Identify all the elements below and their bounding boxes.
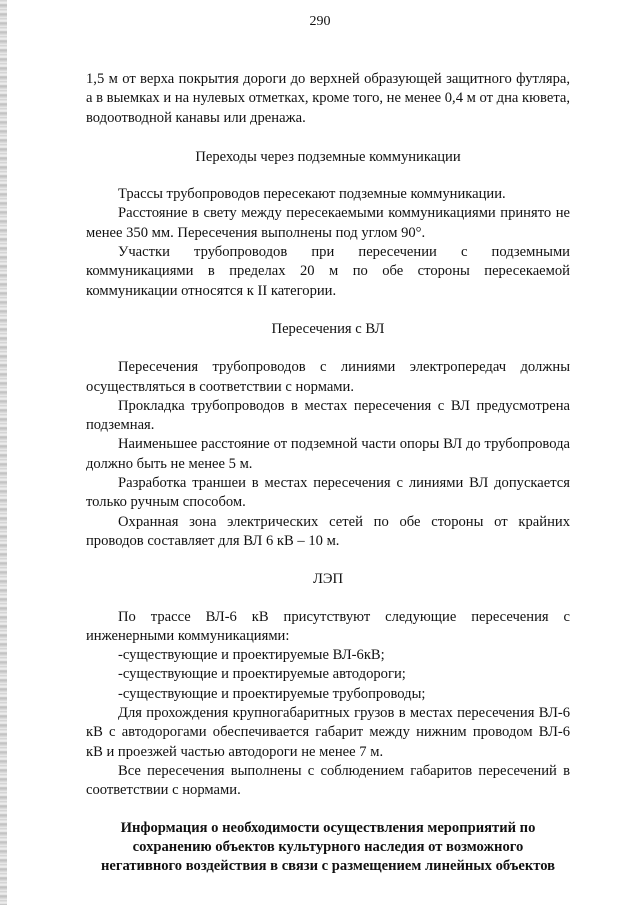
document-body [86, 70, 570, 876]
list-item: -существующие и проектируемые трубопроводы; [118, 685, 426, 702]
paragraph: Расстояние в свету между пересекаемыми коммуникациями принято не менее 350 мм. Пересечения выполнены под углом 90°. [86, 205, 570, 241]
paragraph: Разработка траншеи в местах пересечения с линиями ВЛ допускается только ручным способом. [86, 475, 570, 511]
final-heading-line: Информация о необходимости осуществления мероприятий по [120, 819, 536, 836]
heading-underground-crossings: Переходы через подземные коммуникации [195, 148, 461, 165]
paragraph: Прокладка трубопроводов в местах пересечения с ВЛ предусмотрена подземная. [86, 397, 570, 434]
paragraph: Для прохождения крупногабаритных грузов в местах пересечения ВЛ-6 кВ с автодорогами обеспечивается габарит между нижним проводом ВЛ-6 кВ и проезжей частью автодороги не менее 7 м. [86, 705, 570, 760]
paragraph: Все пересечения выполнены с соблюдением габаритов пересечений в соответствии с нормами. [86, 762, 570, 799]
paragraph: Пересечения трубопроводов с линиями электропередач должны осуществляться в соответствии с нормами. [86, 359, 570, 395]
heading-vl-crossings: Пересечения с ВЛ [271, 320, 385, 337]
page-number: 290 [309, 14, 331, 29]
paragraph: Наименьшее расстояние от подземной части опоры ВЛ до трубопровода должно быть не менее 5 м. [86, 436, 570, 472]
list-item: -существующие и проектируемые ВЛ-6кВ; [118, 647, 385, 664]
paragraph: Участки трубопроводов при пересечении с подземными коммуникациями в пределах 20 м по обе стороны пересекаемой коммуникации относятся к II категории. [86, 244, 570, 299]
final-heading [86, 819, 570, 877]
scan-edge [0, 0, 7, 905]
list-item: -существующие и проектируемые автодороги; [118, 666, 406, 683]
intro-paragraph: 1,5 м от верха покрытия дороги до верхней образующей защитного футляра, а в выемках и на нулевых отметках, кроме того, не менее 0,4 м от дна кювета, водоотводной канавы или дренажа. [86, 71, 570, 126]
paragraph: По трассе ВЛ-6 кВ присутствуют следующие пересечения с инженерными коммуникациями: [86, 608, 570, 644]
final-heading-line: негативного воздействия в связи с размещением линейных объектов [100, 858, 556, 875]
paragraph: Трассы трубопроводов пересекают подземные коммуникации. [118, 186, 506, 203]
final-heading-line: сохранению объектов культурного наследия от возможного [132, 838, 524, 855]
paragraph: Охранная зона электрических сетей по обе стороны от крайних проводов составляет для ВЛ 6 кВ – 10 м. [86, 513, 570, 549]
heading-lep: ЛЭП [312, 571, 344, 588]
